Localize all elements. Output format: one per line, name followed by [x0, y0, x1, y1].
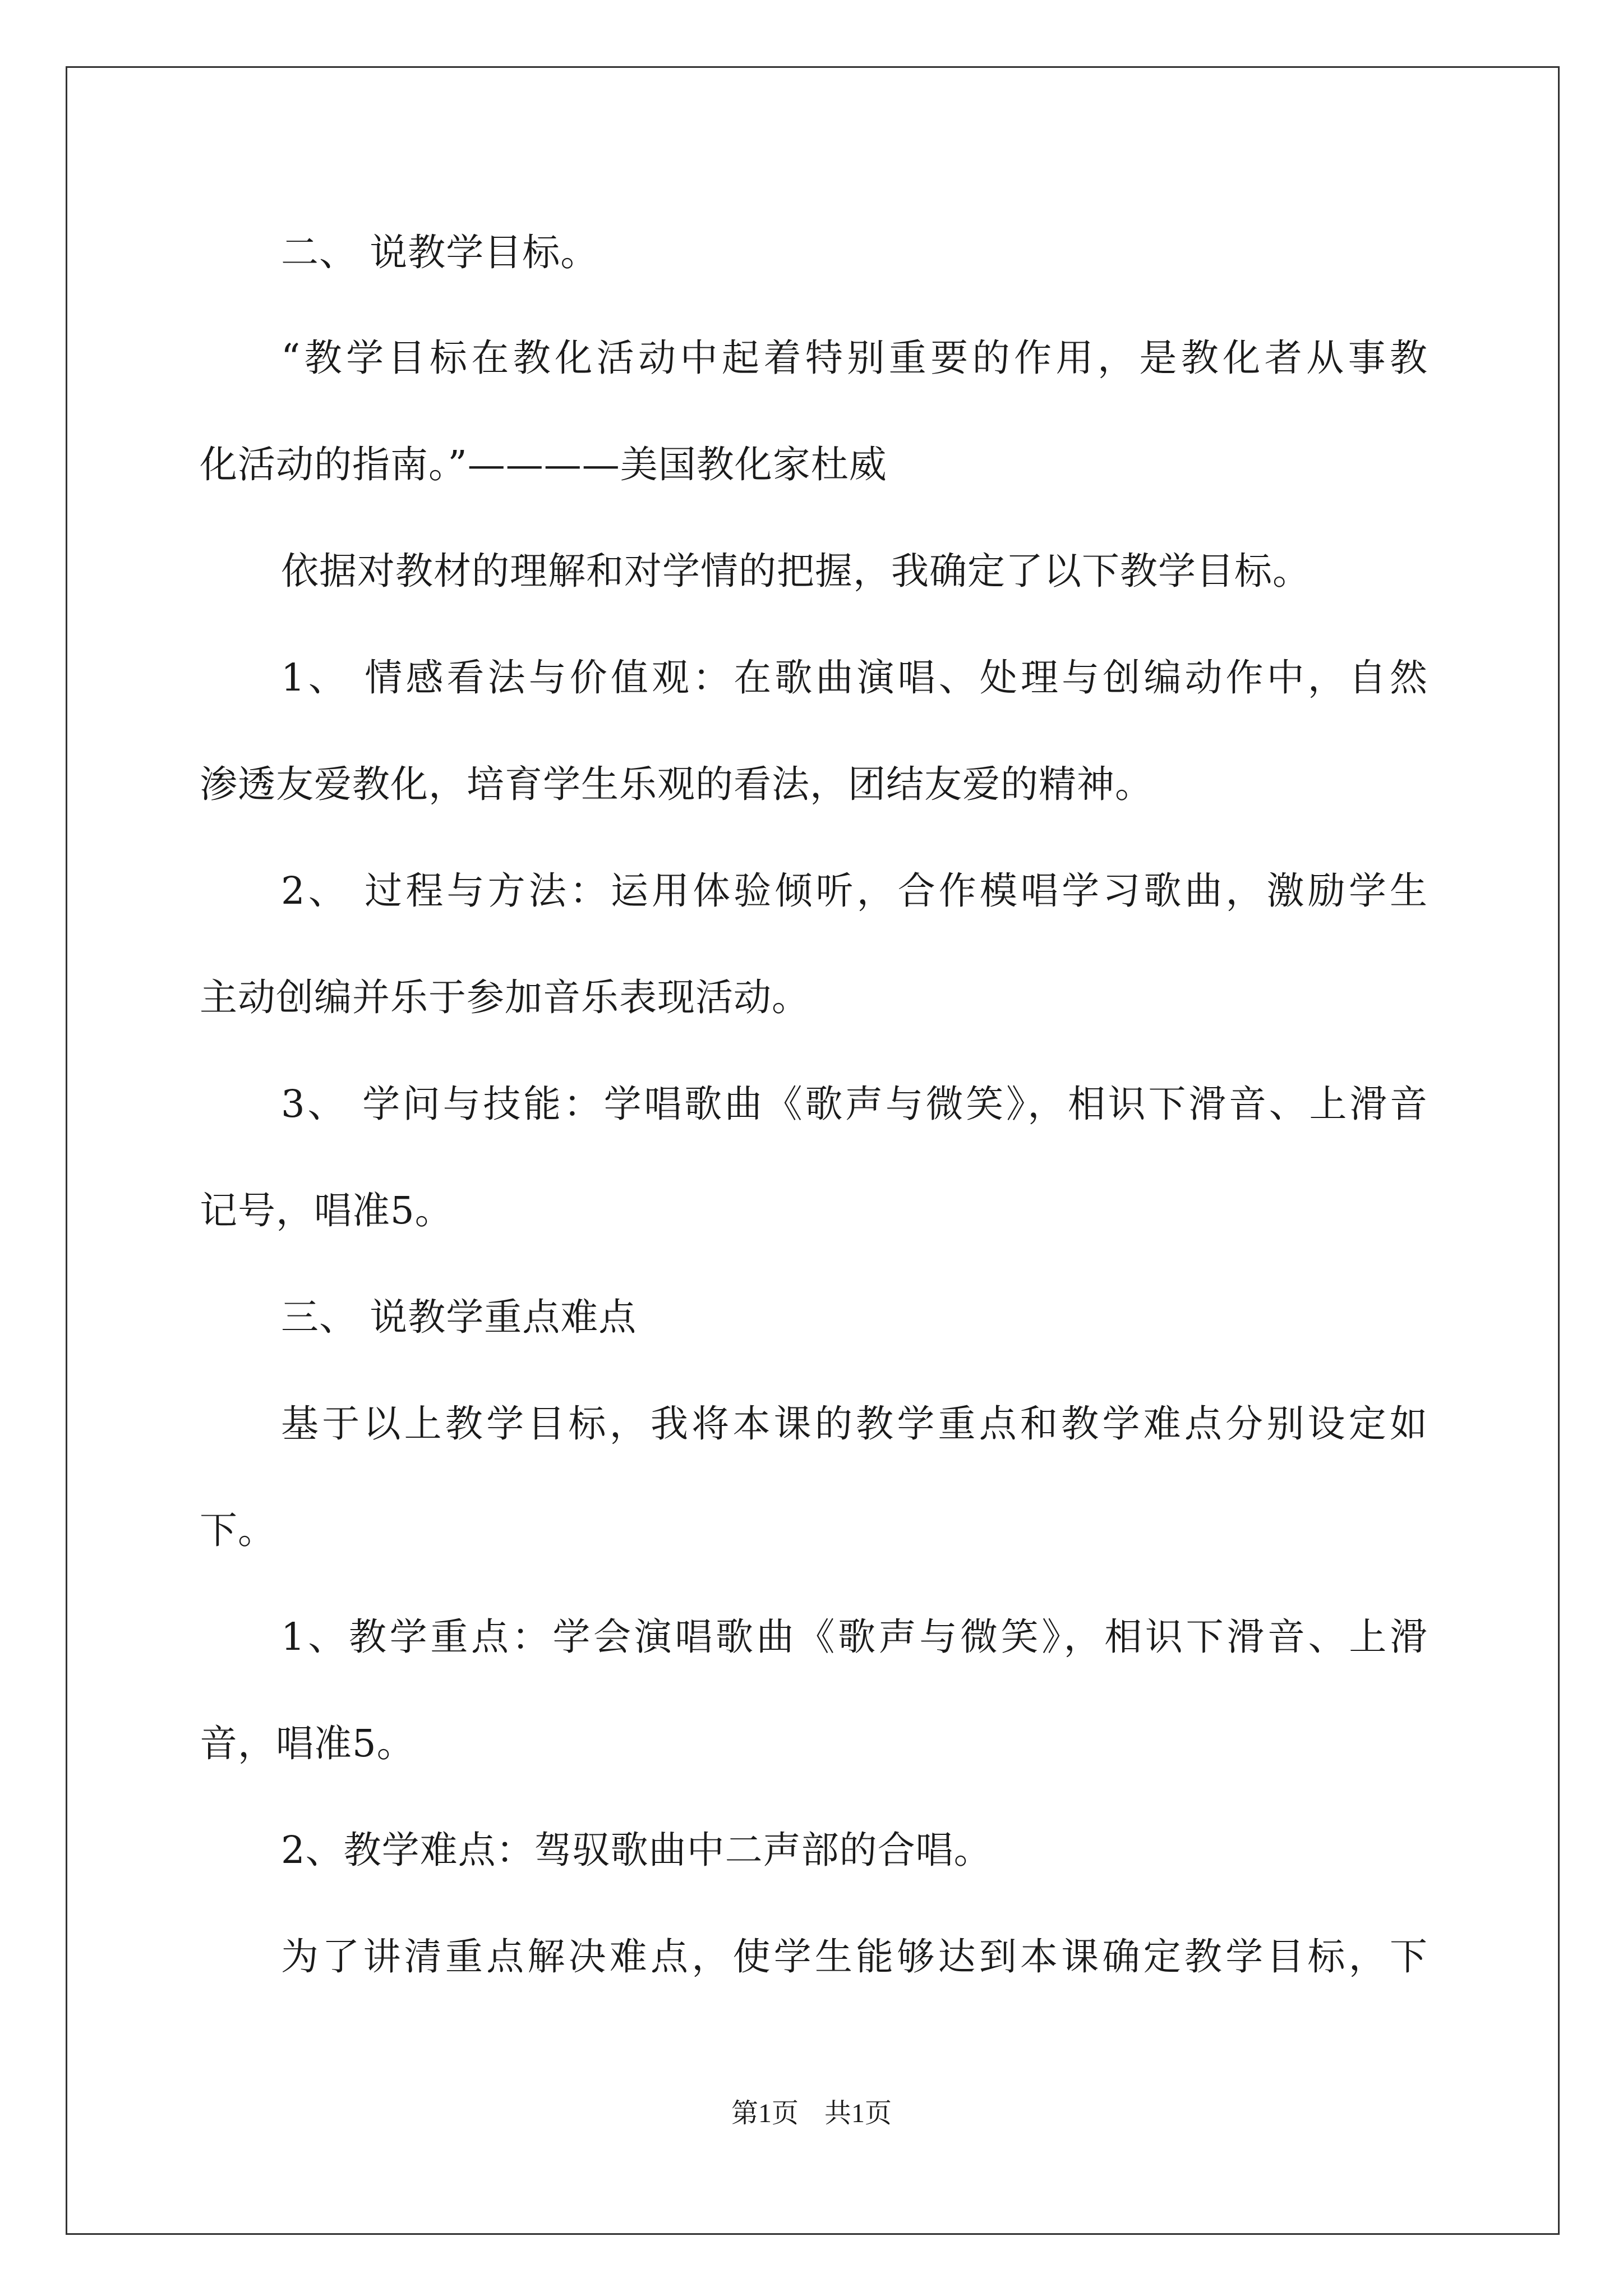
- goal-3-line-1: 3、 学问与技能：学唱歌曲《歌声与微笑》，相识下滑音、上滑音: [281, 1082, 1428, 1126]
- page-total: 共1页: [824, 2099, 892, 2128]
- paragraph-line: 依据对教材的理解和对学情的把握，我确定了以下教学目标。: [281, 549, 1311, 593]
- key-points-intro-line-1: 基于以上教学目标，我将本课的教学重点和教学难点分别设定如: [281, 1402, 1428, 1446]
- goal-1-line-2: 渗透友爱教化，培育学生乐观的看法，团结友爱的精神。: [200, 762, 1153, 806]
- goal-1-line-1: 1、 情感看法与价值观：在歌曲演唱、处理与创编动作中，自然: [281, 656, 1428, 700]
- quote-line-2: 化活动的指南。”————美国教化家杜威: [200, 443, 887, 486]
- page-number: 第1页: [731, 2099, 799, 2128]
- quote-line-1: “教学目标在教化活动中起着特别重要的作用，是教化者从事教: [281, 336, 1428, 380]
- section-heading-key-points: 三、 说教学重点难点: [281, 1295, 637, 1339]
- closing-paragraph-line: 为了讲清重点解决难点，使学生能够达到本课确定教学目标，下: [281, 1935, 1428, 1978]
- key-point-line-1: 1、教学重点：学会演唱歌曲《歌声与微笑》，相识下滑音、上滑: [281, 1615, 1428, 1659]
- goal-2-line-2: 主动创编并乐于参加音乐表现活动。: [200, 976, 810, 1019]
- goal-3-line-2: 记号，唱准5。: [200, 1189, 453, 1232]
- section-heading-teaching-goals: 二、 说教学目标。: [281, 231, 599, 274]
- key-points-intro-line-2: 下。: [200, 1508, 276, 1552]
- key-point-line-2: 音，唱准5。: [200, 1722, 415, 1765]
- page-footer: [0, 2097, 1623, 2131]
- goal-2-line-1: 2、 过程与方法：运用体验倾听，合作模唱学习歌曲，激励学生: [281, 869, 1428, 913]
- difficulty-line: 2、教学难点：驾驭歌曲中二声部的合唱。: [281, 1828, 992, 1872]
